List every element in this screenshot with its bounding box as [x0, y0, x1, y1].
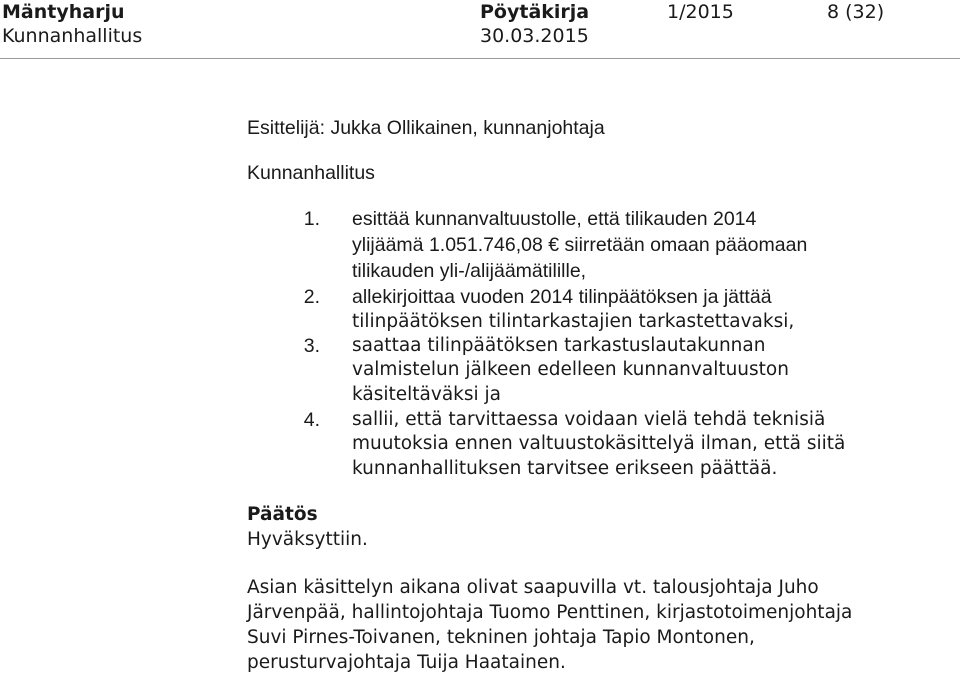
page-number: 8 (32) [827, 1, 885, 23]
item-number: 1. [303, 208, 320, 230]
issue-number: 1/2015 [667, 1, 734, 23]
item-3-line-2: valmistelun jälkeen edelleen kunnanvaltuuston [352, 359, 789, 380]
item-4-line-1: sallii, että tarvittaessa voidaan vielä tehdä teknisiä [352, 409, 826, 430]
item-number: 4. [303, 409, 320, 431]
meeting-date: 30.03.2015 [480, 25, 589, 47]
decision-text: Hyväksyttiin. [247, 529, 368, 550]
item-4-line-2: muutoksia ennen valtuustokäsittelyä ilman, että siitä [352, 433, 846, 454]
item-number: 2. [303, 286, 320, 308]
item-1-line-1: esittää kunnanvaltuustolle, että tilikauden 2014 [352, 208, 757, 230]
presenter-line: Esittelijä: Jukka Ollikainen, kunnanjohtaja [247, 117, 605, 139]
item-4-line-3: kunnanhallituksen tarvitsee erikseen päättää. [352, 458, 778, 479]
item-2-line-2: tilinpäätöksen tilintarkastajien tarkastettavaksi, [352, 311, 795, 332]
attendance-line-2: Järvenpää, hallintojohtaja Tuomo Penttinen, kirjastotoimenjohtaja [247, 602, 853, 623]
item-1-line-3: tilikauden yli-/alijäämätilille, [352, 260, 587, 282]
municipality-name: Mäntyharju [2, 1, 125, 23]
header-divider [0, 58, 960, 59]
item-1-line-2: ylijäämä 1.051.746,08 € siirretään omaan pääomaan [352, 234, 808, 256]
item-2-line-1: allekirjoittaa vuoden 2014 tilinpäätöksen ja jättää [352, 286, 772, 308]
attendance-line-1: Asian käsittelyn aikana olivat saapuvilla vt. talousjohtaja Juho [247, 577, 819, 598]
item-number: 3. [303, 335, 320, 357]
item-3-line-3: käsiteltäväksi ja [352, 384, 502, 405]
attendance-line-4: perusturvajohtaja Tuija Haatainen. [247, 652, 566, 673]
attendance-line-3: Suvi Pirnes-Toivanen, tekninen johtaja Tapio Montonen, [247, 627, 755, 648]
proposer-line: Kunnanhallitus [247, 162, 375, 184]
decision-heading: Päätös [247, 504, 318, 525]
item-3-line-1: saattaa tilinpäätöksen tarkastuslautakunnan [352, 335, 766, 356]
governing-body: Kunnanhallitus [2, 25, 143, 47]
document-type: Pöytäkirja [480, 1, 590, 23]
